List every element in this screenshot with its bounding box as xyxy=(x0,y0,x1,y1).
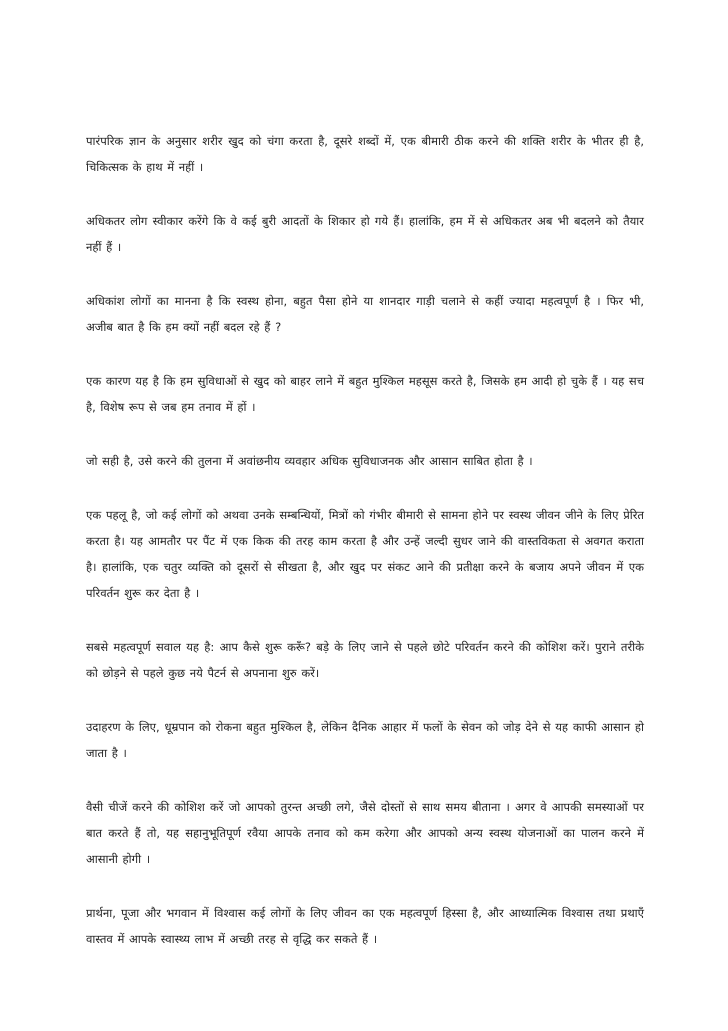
paragraph-7: सबसे महत्वपूर्ण सवाल यह है: आप कैसे शुरू करूँ? बड़े के लिए जाने से पहले छोटे परिवर्तन करने की कोशिश करें। पुराने तरीके को छोड़ने से पहले कुछ नये पैटर्न से अपनाना शुरु करें। xyxy=(86,640,644,680)
paragraph-4: एक कारण यह है कि हम सुविधाओं से खुद को बाहर लाने में बहुत मुश्किल महसूस करते है, जिसके हम आदी हो चुके हैं । यह सच है, विशेष रूप से जब हम तनाव में हों । xyxy=(86,374,644,414)
paragraph-2: अधिकतर लोग स्वीकार करेंगे कि वे कई बुरी आदतों के शिकार हो गये हैं। हालांकि, हम में से अधिकतर अब भी बदलने को तैयार नहीं हैं । xyxy=(86,214,644,254)
paragraph-10: प्रार्थना, पूजा और भगवान में विश्वास कई लोगों के लिए जीवन का एक महत्वपूर्ण हिस्सा है, और आध्यात्मिक विश्वास तथा प्रथाएँ वास्तव में आपके स्वास्थ्य लाभ में अच्छी तरह से वृद्धि कर सकते हैं । xyxy=(86,906,644,946)
paragraph-3: अधिकांश लोगों का मानना है कि स्वस्थ होना, बहुत पैसा होने या शानदार गाड़ी चलाने से कहीं ज्यादा महत्वपूर्ण है । फिर भी, अजीब बात है कि हम क्यों नहीं बदल रहे हैं ? xyxy=(86,294,644,334)
paragraph-6: एक पहलू है, जो कई लोगों को अथवा उनके सम्बन्धियों, मित्रों को गंभीर बीमारी से सामना होने पर स्वस्थ जीवन जीने के लिए प्रेरित करता है। यह आमतौर पर पैंट में एक किक की तरह काम करता है और उन्हें जल्दी सुधर जाने की वास्तविकता से अवगत कराता है। हालांकि, एक चतुर व्यक्ति को दूसरों से सीखता है, और खुद पर संकट आने की प्रतीक्षा करने के बजाय अपने जीवन में एक परिवर्तन शुरू कर देता है । xyxy=(86,508,644,600)
paragraph-8: उदाहरण के लिए, धूम्रपान को रोकना बहुत मुश्किल है, लेकिन दैनिक आहार में फलों के सेवन को जोड़ देने से यह काफी आसान हो जाता है । xyxy=(86,720,644,760)
paragraph-5: जो सही है, उसे करने की तुलना में अवांछनीय व्यवहार अधिक सुविधाजनक और आसान साबित होता है । xyxy=(86,454,533,468)
paragraph-1: पारंपरिक ज्ञान के अनुसार शरीर खुद को चंगा करता है, दूसरे शब्दों में, एक बीमारी ठीक करने की शक्ति शरीर के भीतर ही है, चिकित्सक के हाथ में नहीं । xyxy=(86,134,644,174)
document-body xyxy=(86,128,644,980)
paragraph-9: वैसी चीजें करने की कोशिश करें जो आपको तुरन्त अच्छी लगे, जैसे दोस्तों से साथ समय बीताना । अगर वे आपकी समस्याओं पर बात करते हैं तो, यह सहानुभूतिपूर्ण रवैया आपके तनाव को कम करेगा और आपको अन्य स्वस्थ योजनाओं का पालन करने में आसानी होगी । xyxy=(86,800,644,866)
